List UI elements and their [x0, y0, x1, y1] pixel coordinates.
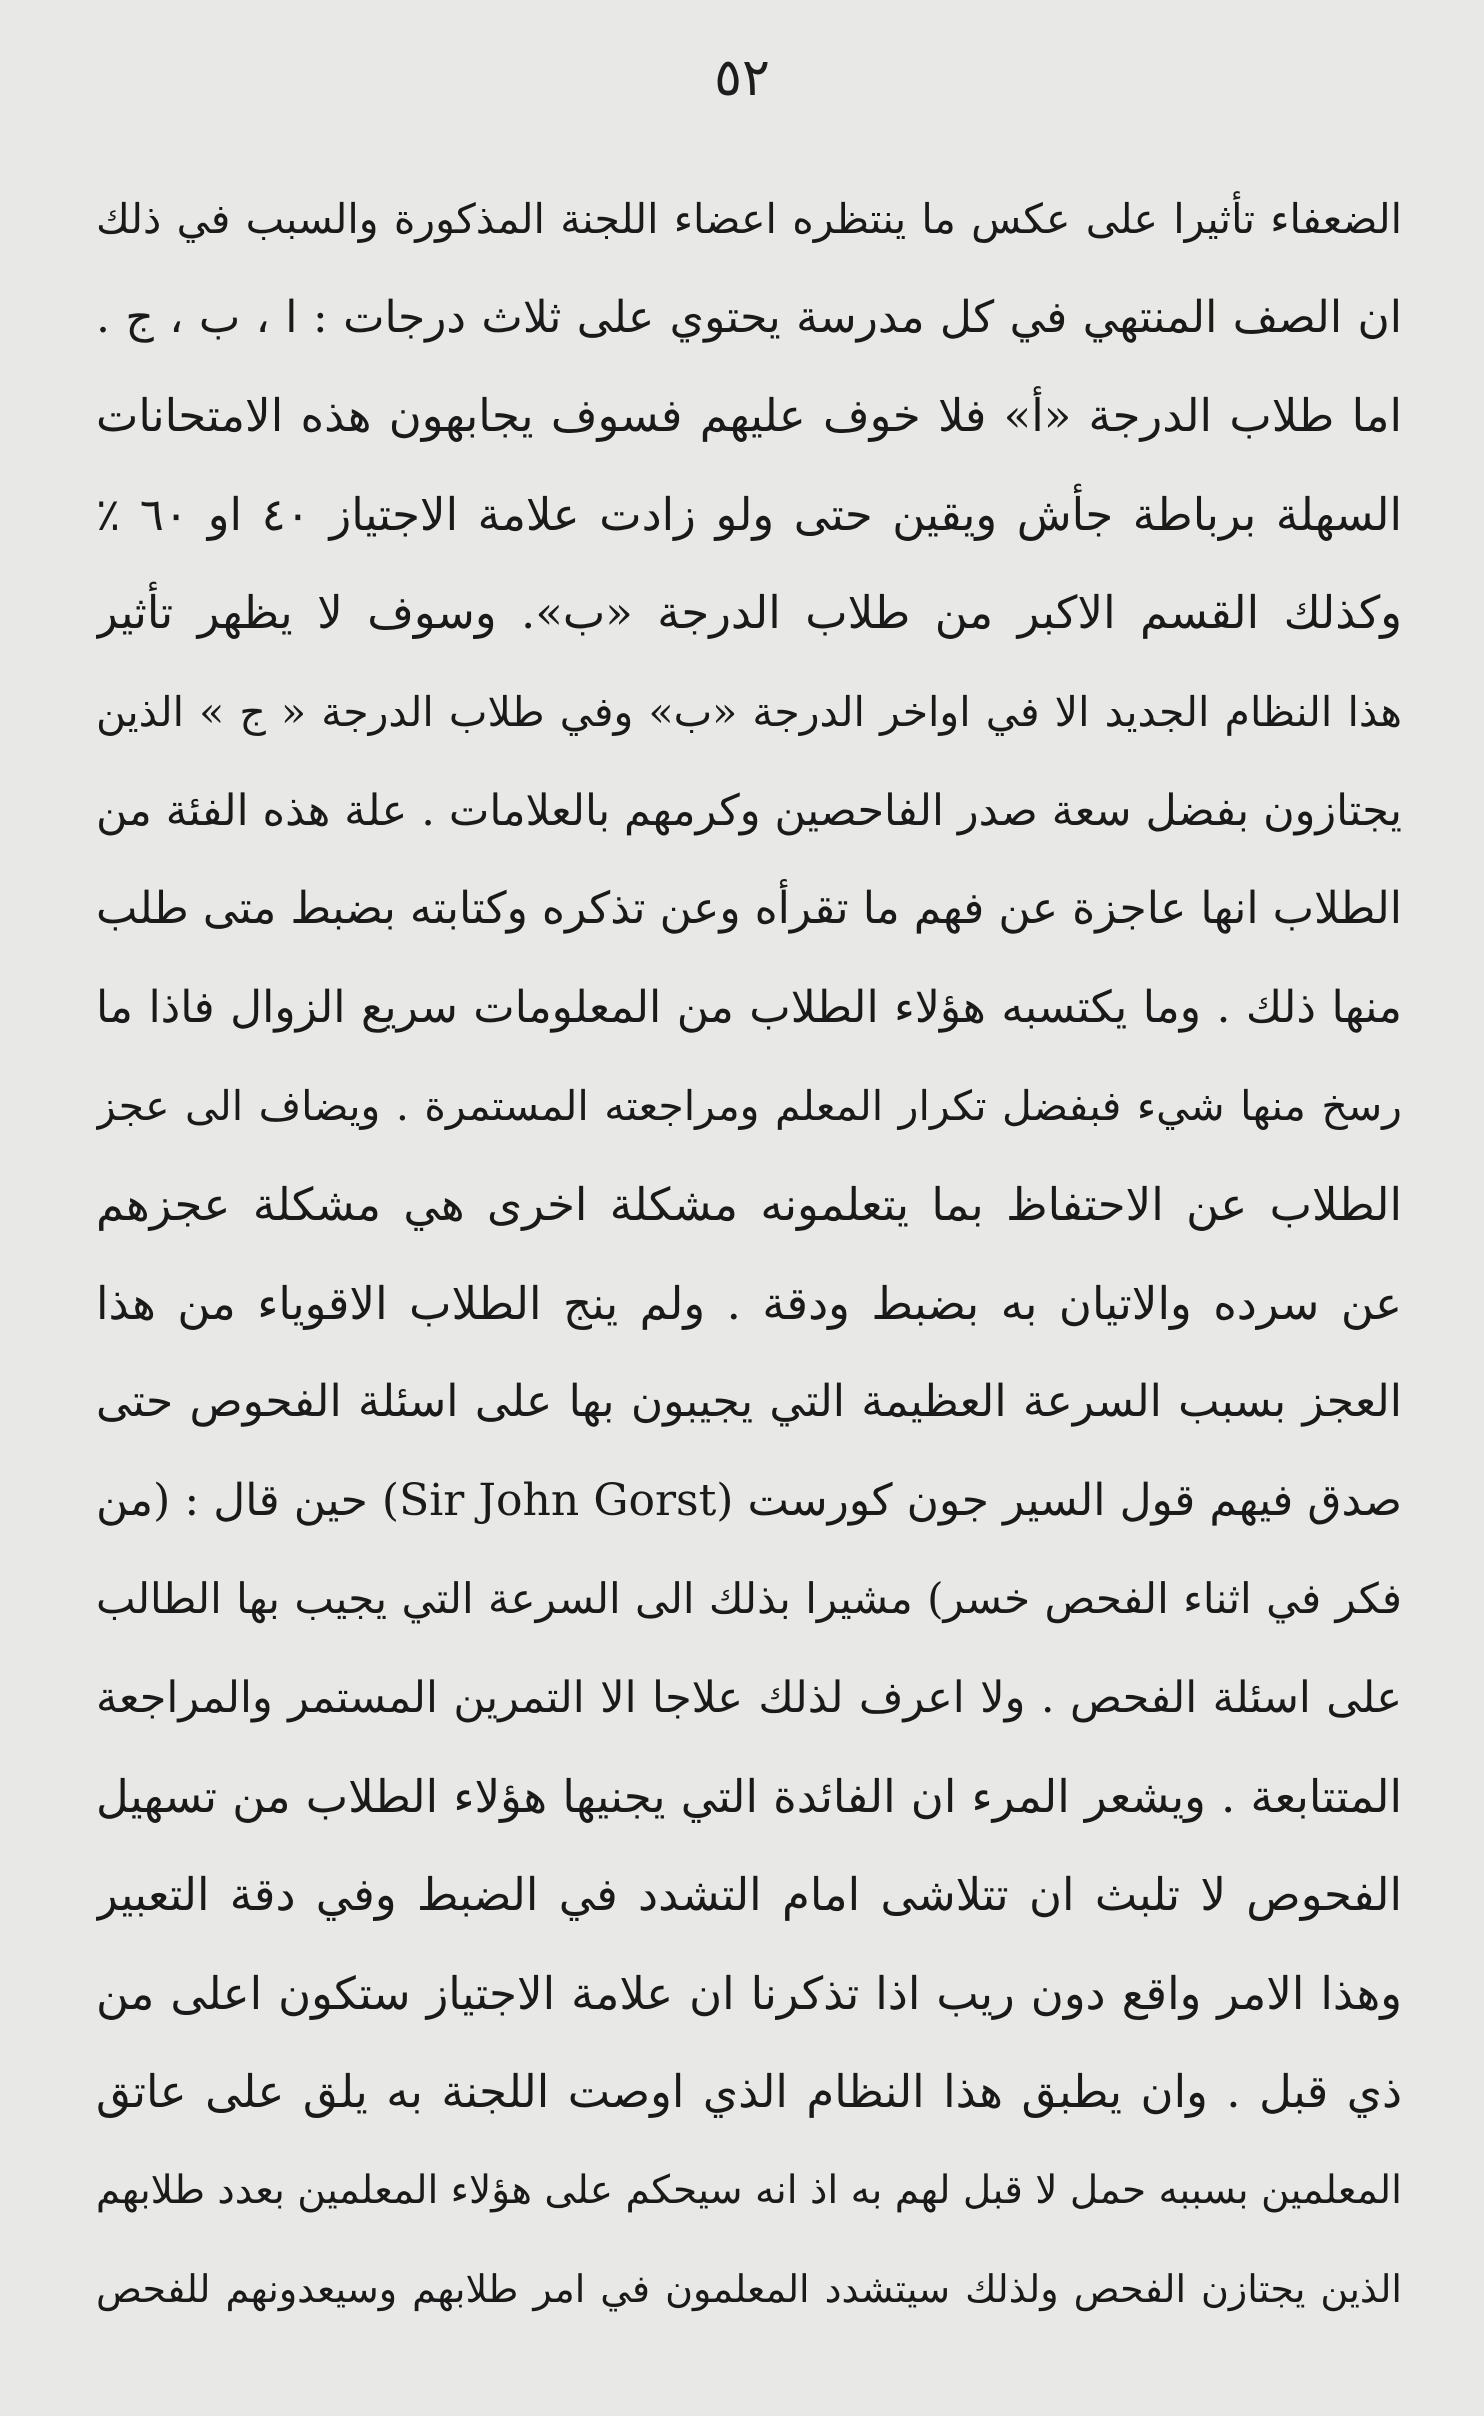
text-line: هذا النظام الجديد الا في اواخر الدرجة «ب» وفي طلاب الدرجة « ج » الذين	[96, 687, 1402, 736]
text-line: الضعفاء تأثيرا على عكس ما ينتظره اعضاء اللجنة المذكورة والسبب في ذلك	[96, 195, 1402, 243]
text-line: فكر في اثناء الفحص خسر) مشيرا بذلك الى السرعة التي يجيب بها الطالب	[96, 1574, 1402, 1624]
text-line: منها ذلك . وما يكتسبه هؤلاء الطلاب من المعلومات سريع الزوال فاذا ما	[96, 981, 1402, 1033]
text-line: الفحوص لا تلبث ان تتلاشى امام التشدد في الضبط وفي دقة التعبير	[96, 1868, 1402, 1922]
text-line: يجتازون بفضل سعة صدر الفاحصين وكرمهم بالعلامات . علة هذه الفئة من	[96, 785, 1402, 836]
text-line: صدق فيهم قول السير جون كورست (Sir John Gorst) حين قال : (من	[96, 1474, 1402, 1526]
text-line: اما طلاب الدرجة «أ» فلا خوف عليهم فسوف يجابهون هذه الامتحانات	[96, 389, 1402, 443]
text-line: الطلاب عن الاحتفاظ بما يتعلمونه مشكلة اخرى هي مشكلة عجزهم	[96, 1177, 1402, 1231]
text-line: الذين يجتازن الفحص ولذلك سيتشدد المعلمون في امر طلابهم وسيعدونهم للفحص	[96, 2267, 1402, 2312]
text-line: رسخ منها شيء فبفضل تكرار المعلم ومراجعته المستمرة . ويضاف الى عجز	[96, 1082, 1402, 1131]
text-line: السهلة برباطة جأش ويقين حتى ولو زادت علامة الاجتياز ٤٠ او ٦٠ ٪	[96, 487, 1402, 541]
text-line: العجز بسبب السرعة العظيمة التي يجيبون بها على اسئلة الفحوص حتى	[96, 1376, 1402, 1428]
text-line: وهذا الامر واقع دون ريب اذا تذكرنا ان علامة الاجتياز ستكون اعلى من	[96, 1966, 1402, 2020]
text-line: وكذلك القسم الاكبر من طلاب الدرجة «ب». وسوف لا يظهر تأثير	[96, 586, 1402, 640]
text-line: الطلاب انها عاجزة عن فهم ما تقرأه وعن تذكره وكتابته بضبط متى طلب	[96, 883, 1402, 935]
text-line: المعلمين بسببه حمل لا قبل لهم به اذ انه سيحكم على هؤلاء المعلمين بعدد طلابهم	[96, 2167, 1402, 2213]
text-line: عن سرده والاتيان به بضبط ودقة . ولم ينج الطلاب الاقوياء من هذا	[96, 1276, 1402, 1330]
page-number: ٥٢	[714, 48, 770, 108]
body-text	[96, 170, 1402, 2339]
text-line: ذي قبل . وان يطبق هذا النظام الذي اوصت اللجنة به يلق على عاتق	[96, 2065, 1402, 2119]
text-line: ان الصف المنتهي في كل مدرسة يحتوي على ثلاث درجات : ا ، ب ، ج .	[96, 291, 1402, 343]
text-line: على اسئلة الفحص . ولا اعرف لذلك علاجا الا التمرين المستمر والمراجعة	[96, 1672, 1402, 1723]
text-line: المتتابعة . ويشعر المرء ان الفائدة التي يجنيها هؤلاء الطلاب من تسهيل	[96, 1769, 1402, 1823]
